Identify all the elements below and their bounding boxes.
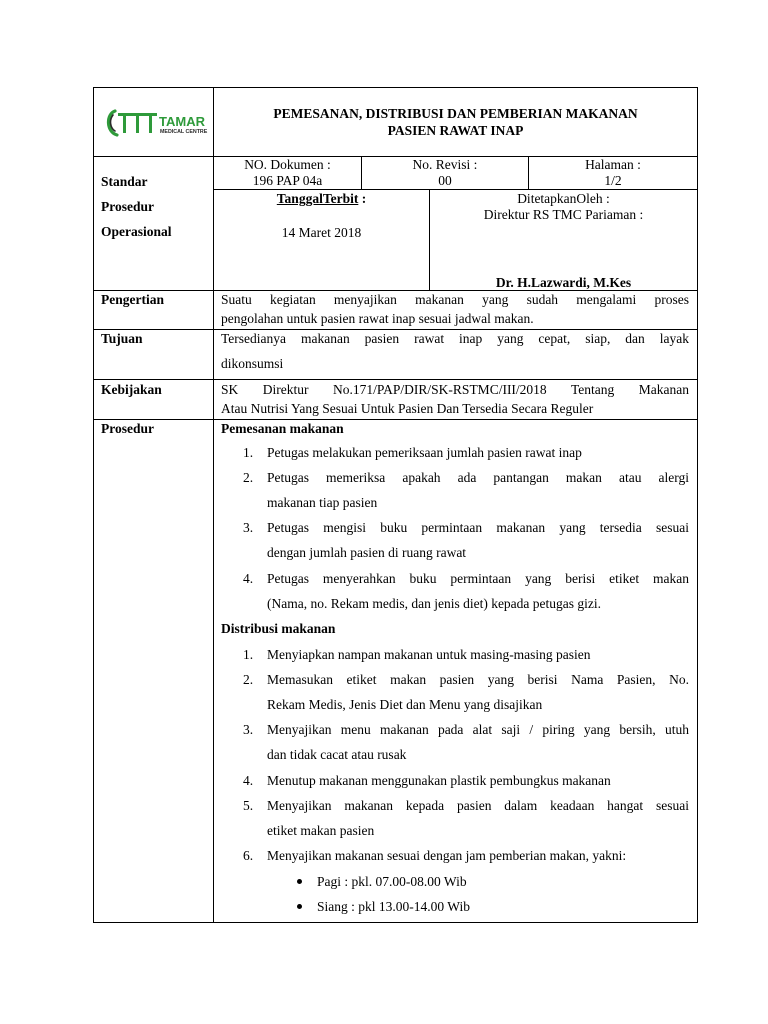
border-top xyxy=(93,87,697,88)
pengertian-line1: Suatu kegiatan menyajikan makanan yang sudah mengalami proses xyxy=(221,292,689,307)
bullet-dot-icon xyxy=(297,879,302,884)
distribusi-item-2-number: 2. xyxy=(243,672,254,687)
distribusi-item-4-line1: Menutup makanan menggunakan plastik pembungkus makanan xyxy=(267,773,611,788)
distribusi-item-5-number: 5. xyxy=(243,798,254,813)
row-divider-kebijakan xyxy=(93,419,697,420)
distribusi-item-3-number: 3. xyxy=(243,722,254,737)
kebijakan-line1: SK Direktur No.171/PAP/DIR/SK-RSTMC/III/2018 Tentang Makanan xyxy=(221,382,689,397)
approved-by-title: Direktur RS TMC Pariaman : xyxy=(483,207,644,222)
tujuan-line1: Tersedianya makanan pasien rawat inap yang cepat, siap, dan layak xyxy=(221,331,689,346)
pemesanan-item-1-line1: Petugas melakukan pemeriksaan jumlah pasien rawat inap xyxy=(267,445,582,460)
issue-date-label-text: TanggalTerbit xyxy=(276,191,359,206)
pemesanan-item-1-number: 1. xyxy=(243,445,254,460)
distribusi-item-6-number: 6. xyxy=(243,848,254,863)
border-right xyxy=(697,87,698,923)
pengertian-label: Pengertian xyxy=(101,292,164,307)
sop-label-prosedur: Prosedur xyxy=(101,199,154,214)
sop-label-operasional: Operasional xyxy=(101,224,172,239)
pemesanan-item-3-number: 3. xyxy=(243,520,254,535)
schedule-pagi: Pagi : pkl. 07.00-08.00 Wib xyxy=(317,874,467,889)
logo-subtitle: MEDICAL CENTRE xyxy=(160,129,208,135)
border-left xyxy=(93,87,94,923)
distribusi-heading: Distribusi makanan xyxy=(221,621,336,636)
distribusi-item-5-line2: etiket makan pasien xyxy=(267,823,375,838)
distribusi-item-3-line1: Menyajikan menu makanan pada alat saji / piring yang bersih, utuh xyxy=(267,722,689,737)
issue-date-value: 14 Maret 2018 xyxy=(281,225,362,240)
pemesanan-item-2-number: 2. xyxy=(243,470,254,485)
pemesanan-item-4-number: 4. xyxy=(243,571,254,586)
row-divider-tujuan xyxy=(93,379,697,380)
distribusi-item-5-line1: Menyajikan makanan kepada pasien dalam keadaan hangat sesuai xyxy=(267,798,689,813)
issue-date-label xyxy=(214,191,429,207)
pemesanan-item-2-line2: makanan tiap pasien xyxy=(267,495,378,510)
pengertian-line2: pengolahan untuk pasien rawat inap sesuai jadwal makan. xyxy=(221,311,534,326)
distribusi-item-1-line1: Menyiapkan nampan makanan untuk masing-masing pasien xyxy=(267,647,591,662)
logo-name: TAMAR xyxy=(159,114,205,129)
pemesanan-heading: Pemesanan makanan xyxy=(221,421,344,436)
revision-value: 00 xyxy=(438,173,452,188)
issue-date-label-colon: : xyxy=(358,191,367,206)
pemesanan-item-4-line2: (Nama, no. Rekam medis, dan jenis diet) kepada petugas gizi. xyxy=(267,596,602,611)
tujuan-label: Tujuan xyxy=(101,331,143,346)
revision-label: No. Revisi : xyxy=(412,157,478,172)
pemesanan-item-2-line1: Petugas memeriksa apakah ada pantangan makan atau alergi xyxy=(267,470,689,485)
prosedur-label: Prosedur xyxy=(101,421,154,436)
doc-number-value: 196 PAP 04a xyxy=(252,173,323,188)
column-divider xyxy=(213,87,214,923)
row-divider-pengertian xyxy=(93,329,697,330)
distribusi-item-1-number: 1. xyxy=(243,647,254,662)
document-title-line2: PASIEN RAWAT INAP xyxy=(387,123,524,138)
tamar-logo xyxy=(104,104,214,140)
pemesanan-item-3-line2: dengan jumlah pasien di ruang rawat xyxy=(267,545,467,560)
schedule-siang: Siang : pkl 13.00-14.00 Wib xyxy=(317,899,470,914)
distribusi-item-6-line1: Menyajikan makanan sesuai dengan jam pemberian makan, yakni: xyxy=(267,848,627,863)
border-bottom xyxy=(93,922,697,923)
distribusi-item-3-line2: dan tidak cacat atau rusak xyxy=(267,747,407,762)
doc-number-label: NO. Dokumen : xyxy=(244,157,331,172)
distribusi-item-4-number: 4. xyxy=(243,773,254,788)
distribusi-item-2-line1: Memasukan etiket makan pasien yang berisi Nama Pasien, No. xyxy=(267,672,689,687)
kebijakan-label: Kebijakan xyxy=(101,382,162,397)
approved-by-label: DitetapkanOleh : xyxy=(517,191,610,206)
pemesanan-item-4-line1: Petugas menyerahkan buku permintaan yang berisi etiket makan xyxy=(267,571,689,586)
document-title-line1: PEMESANAN, DISTRIBUSI DAN PEMBERIAN MAKANAN xyxy=(273,106,638,121)
row-divider-docinfo xyxy=(213,189,697,190)
page-value: 1/2 xyxy=(604,173,622,188)
sop-label-standar: Standar xyxy=(101,174,148,189)
bullet-dot-icon xyxy=(297,904,302,909)
approver-name: Dr. H.Lazwardi, M.Kes xyxy=(495,275,632,290)
kebijakan-line2: Atau Nutrisi Yang Sesuai Untuk Pasien Dan Tersedia Secara Reguler xyxy=(221,401,594,416)
page-label: Halaman : xyxy=(585,157,641,172)
distribusi-item-2-line2: Rekam Medis, Jenis Diet dan Menu yang disajikan xyxy=(267,697,543,712)
pemesanan-item-3-line1: Petugas mengisi buku permintaan makanan yang tersedia sesuai xyxy=(267,520,689,535)
tujuan-line2: dikonsumsi xyxy=(221,356,284,371)
